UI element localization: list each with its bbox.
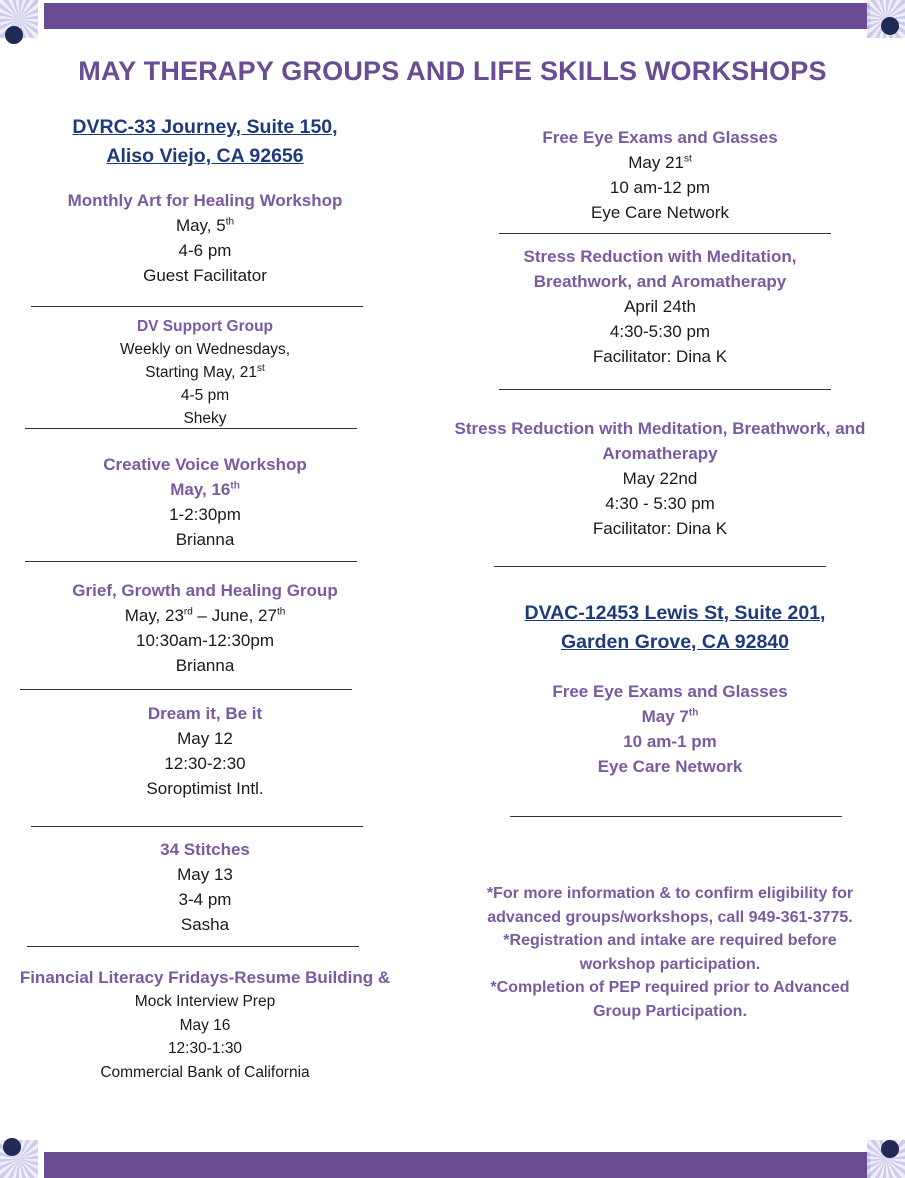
event-time: 10 am-12 pm	[609, 178, 711, 197]
event-time: 4:30-5:30 pm	[609, 322, 711, 341]
event-heading: Dream it, Be it	[147, 704, 263, 723]
corner-dot-bottom-left	[3, 1138, 21, 1156]
event-date: May, 16th	[170, 480, 240, 499]
event-financial-literacy	[10, 965, 400, 1084]
event-date: May 13	[177, 865, 233, 884]
page-title: MAY THERAPY GROUPS AND LIFE SKILLS WORKSHOPS	[78, 56, 827, 86]
event-time: 12:30-2:30	[164, 754, 246, 773]
event-start-date: Starting May, 21st	[145, 362, 265, 381]
event-time: 4-5 pm	[180, 387, 230, 404]
divider	[27, 946, 359, 947]
event-time: 10:30am-12:30pm	[136, 631, 274, 650]
event-facilitator: Commercial Bank of California	[100, 1063, 310, 1081]
event-34-stitches	[20, 837, 390, 937]
event-heading: 34 Stitches	[160, 840, 250, 859]
event-facilitator: Facilitator: Dina K	[592, 347, 728, 366]
note-line: *Completion of PEP required prior to Advanced	[490, 979, 850, 996]
event-stress-reduction-april	[430, 244, 890, 369]
event-facilitator: Brianna	[175, 656, 235, 675]
event-time: 4:30 - 5:30 pm	[605, 494, 715, 513]
note-line: workshop participation.	[579, 955, 761, 973]
event-facilitator: Eye Care Network	[597, 757, 743, 776]
event-subtitle: Mock Interview Prep	[134, 993, 276, 1010]
event-heading: DV Support Group	[136, 318, 274, 335]
note-line: *Registration and intake are required before	[503, 932, 837, 949]
event-facilitator: Soroptimist Intl.	[146, 779, 264, 798]
event-time: 3-4 pm	[178, 890, 232, 909]
event-facilitator: Sasha	[180, 915, 230, 934]
event-heading-line1: Stress Reduction with Meditation, Breathwork, and	[454, 419, 866, 438]
address-line1[interactable]: DVRC-33 Journey, Suite 150,	[72, 116, 338, 138]
divider	[499, 233, 831, 234]
location-address-aliso-viejo[interactable]	[20, 113, 390, 171]
event-dv-support-group	[20, 315, 390, 430]
corner-dot-top-left	[5, 26, 23, 44]
event-date: May 21st	[628, 153, 692, 172]
event-heading: Creative Voice Workshop	[103, 455, 307, 474]
event-heading: Free Eye Exams and Glasses	[542, 128, 778, 147]
event-facilitator: Guest Facilitator	[143, 266, 267, 285]
event-heading-line2: Aromatherapy	[602, 444, 718, 463]
event-time: 4-6 pm	[178, 241, 232, 260]
event-dream-it-be-it	[20, 701, 390, 801]
top-banner	[44, 3, 870, 29]
event-heading-line2: Breathwork, and Aromatherapy	[533, 272, 787, 291]
address-line2[interactable]: Aliso Viejo, CA 92656	[106, 145, 304, 167]
corner-dot-bottom-right	[881, 1140, 899, 1158]
event-facilitator: Facilitator: Dina K	[592, 519, 728, 538]
event-facilitator: Eye Care Network	[591, 203, 729, 222]
divider	[20, 689, 352, 690]
divider	[499, 389, 831, 390]
bottom-banner	[44, 1152, 870, 1178]
event-date: May, 5th	[175, 216, 235, 235]
event-date: May 16	[179, 1016, 231, 1034]
divider	[25, 428, 357, 429]
event-free-eye-exams-2	[440, 679, 900, 779]
corner-dot-top-right	[881, 17, 899, 35]
divider	[494, 566, 826, 567]
event-facilitator: Sheky	[183, 410, 227, 427]
event-heading: Financial Literacy Fridays-Resume Building &	[19, 968, 391, 987]
event-creative-voice	[20, 452, 390, 552]
note-line: advanced groups/workshops, call 949-361-3775.	[487, 908, 853, 926]
note-line: *For more information & to confirm eligibility for	[486, 885, 854, 902]
event-free-eye-exams-1	[430, 125, 890, 225]
address-line2[interactable]: Garden Grove, CA 92840	[561, 631, 789, 653]
event-heading-line1: Stress Reduction with Meditation,	[523, 247, 797, 266]
event-time: 10 am-1 pm	[623, 732, 717, 751]
event-art-for-healing	[20, 188, 390, 288]
event-heading: Monthly Art for Healing Workshop	[67, 191, 343, 210]
event-date: May 12	[177, 729, 233, 748]
event-stress-reduction-may	[430, 416, 890, 541]
event-date: May, 23rd – June, 27th	[124, 606, 286, 625]
event-date: April 24th	[624, 297, 696, 316]
event-heading: Grief, Growth and Healing Group	[72, 581, 338, 600]
divider	[31, 306, 363, 307]
event-schedule: Weekly on Wednesdays,	[119, 341, 290, 358]
event-date: May 22nd	[622, 469, 698, 488]
note-line: Group Participation.	[593, 1002, 747, 1020]
event-grief-growth-healing	[20, 578, 390, 678]
event-heading: Free Eye Exams and Glasses	[552, 682, 788, 701]
event-time: 1-2:30pm	[169, 505, 241, 524]
event-date: May 7th	[641, 707, 699, 726]
info-notes	[440, 882, 900, 1023]
divider	[510, 816, 842, 817]
address-line1[interactable]: DVAC-12453 Lewis St, Suite 201,	[524, 602, 826, 624]
location-address-garden-grove[interactable]	[445, 599, 905, 657]
divider	[25, 561, 357, 562]
divider	[31, 826, 363, 827]
event-facilitator: Brianna	[175, 530, 235, 549]
event-time: 12:30-1:30	[167, 1040, 243, 1057]
